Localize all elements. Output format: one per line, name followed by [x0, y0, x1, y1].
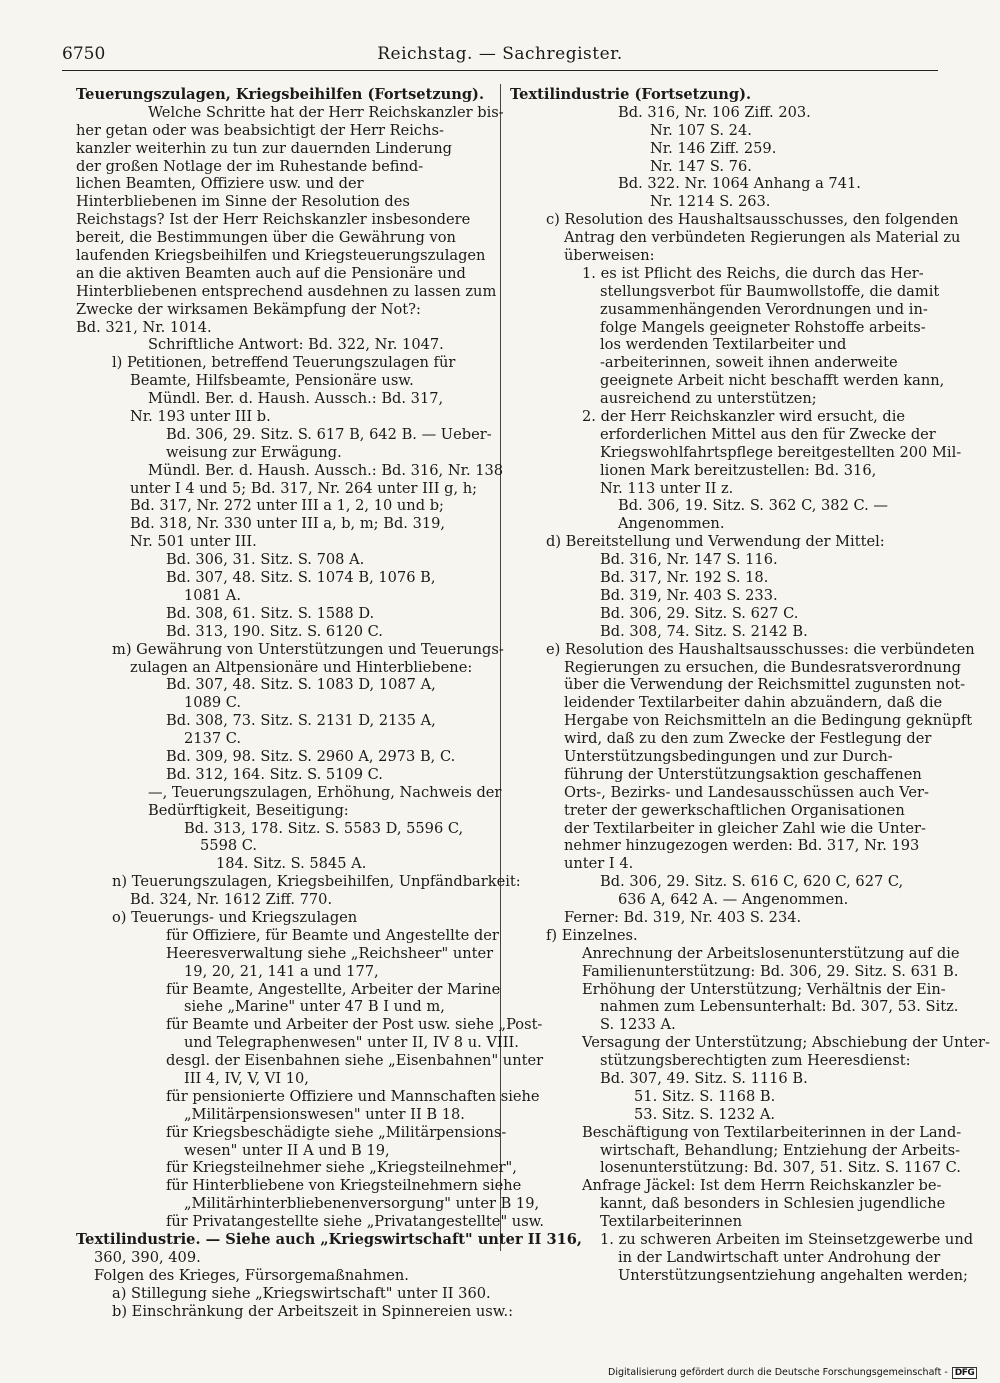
text-line: über die Verwendung der Reichsmittel zugunsten not- [564, 676, 966, 694]
text-line: Ferner: Bd. 319, Nr. 403 S. 234. [564, 908, 802, 926]
text-line: -arbeiterinnen, soweit ihnen anderweite [600, 354, 898, 372]
text-line: siehe „Marine" unter 47 B I und m, [184, 998, 445, 1016]
text-line: ausreichend zu unterstützen; [600, 390, 817, 408]
text-line: wirtschaft, Behandlung; Entziehung der Arbeits- [600, 1141, 960, 1159]
text-line: Nr. 501 unter III. [130, 533, 257, 551]
text-line: für Offiziere, für Beamte und Angestellte der [166, 926, 499, 944]
text-line: Unterstützungsentziehung angehalten werden; [618, 1266, 968, 1284]
text-line: Mündl. Ber. d. Haush. Aussch.: Bd. 317, [148, 390, 444, 408]
text-line: Bd. 308, 61. Sitz. S. 1588 D. [166, 604, 375, 622]
text-line: für Kriegsbeschädigte siehe „Militärpensions- [166, 1123, 507, 1141]
text-line: m) Gewährung von Unterstützungen und Teuerungs- [112, 640, 504, 658]
text-line: treter der gewerkschaftlichen Organisationen [564, 801, 905, 819]
text-line: Bd. 321, Nr. 1014. [76, 318, 212, 336]
text-line: b) Einschränkung der Arbeitszeit in Spinnereien usw.: [112, 1302, 514, 1320]
footer-credit [608, 1367, 977, 1379]
text-line: Anfrage Jäckel: Ist dem Herrn Reichskanzler be- [582, 1177, 942, 1195]
text-line: Nr. 107 S. 24. [650, 121, 752, 139]
text-line: Regierungen zu ersuchen, die Bundesratsverordnung [564, 658, 961, 676]
text-line: Beamte, Hilfsbeamte, Pensionäre usw. [130, 372, 414, 390]
text-line: Nr. 146 Ziff. 259. [650, 139, 777, 157]
text-line: 1. es ist Pflicht des Reichs, die durch das Her- [582, 264, 924, 282]
text-line: desgl. der Eisenbahnen siehe „Eisenbahnen" unter [166, 1052, 544, 1070]
text-line: Bd. 306, 29. Sitz. S. 616 C, 620 C, 627 C, [600, 873, 904, 891]
text-line: 360, 390, 409. [94, 1248, 201, 1266]
text-line: Antrag den verbündeten Regierungen als Material zu [564, 229, 961, 247]
text-line: Zwecke der wirksamen Bekämpfung der Not?: [76, 300, 421, 318]
text-line: los werdenden Textilarbeiter und [600, 336, 847, 354]
text-line: Bd. 306, 29. Sitz. S. 617 B, 642 B. — Ueber- [166, 425, 492, 443]
text-line: und Telegraphenwesen" unter II, IV 8 u. VIII. [184, 1034, 519, 1052]
text-line: Bd. 308, 74. Sitz. S. 2142 B. [600, 622, 808, 640]
text-line: Bd. 307, 49. Sitz. S. 1116 B. [600, 1069, 808, 1087]
text-line: nehmer hinzugezogen werden: Bd. 317, Nr. 193 [564, 837, 920, 855]
text-line: leidender Textilarbeiter dahin abzuändern, daß die [564, 694, 943, 712]
text-line: d) Bereitstellung und Verwendung der Mittel: [546, 533, 885, 551]
text-line: 2137 C. [184, 730, 242, 748]
text-line: 53. Sitz. S. 1232 A. [634, 1105, 776, 1123]
text-line: 1081 A. [184, 586, 241, 604]
text-line: 1. zu schweren Arbeiten im Steinsetzgewerbe und [600, 1231, 974, 1248]
text-line: überweisen: [564, 247, 655, 265]
text-line: her getan oder was beabsichtigt der Herr Reichs- [76, 121, 444, 139]
text-line: Nr. 147 S. 76. [650, 157, 752, 175]
text-line: führung der Unterstützungsaktion geschaffenen [564, 765, 922, 783]
dfg-logo: DFG [952, 1367, 978, 1379]
text-line: Bd. 324, Nr. 1612 Ziff. 770. [130, 891, 333, 909]
text-line: der großen Notlage der im Ruhestande befind- [76, 157, 424, 175]
text-line: losenunterstützung: Bd. 307, 51. Sitz. S. 1167 C. [600, 1159, 961, 1177]
text-line: lionen Mark bereitzustellen: Bd. 316, [600, 461, 877, 479]
text-line: e) Resolution des Haushaltsausschusses: die verbündeten [546, 640, 975, 658]
text-line: unter I 4. [564, 855, 634, 873]
text-line: Textilarbeiterinnen [600, 1213, 742, 1231]
text-line: Beschäftigung von Textilarbeiterinnen in der Land- [582, 1123, 962, 1141]
text-line: Bd. 313, 190. Sitz. S. 6120 C. [166, 622, 383, 640]
text-line: „Militärpensionswesen" unter II B 18. [184, 1105, 465, 1123]
text-line: Bd. 319, Nr. 403 S. 233. [600, 586, 778, 604]
text-line: Bd. 316, Nr. 106 Ziff. 203. [618, 103, 811, 121]
text-line: bereit, die Bestimmungen über die Gewährung von [76, 229, 456, 247]
text-line: laufenden Kriegsbeihilfen und Kriegsteuerungszulagen [76, 247, 486, 265]
text-line: weisung zur Erwägung. [166, 443, 342, 461]
text-line: Unterstützungsbedingungen und zur Durch- [564, 747, 893, 765]
text-line: kanzler weiterhin zu tun zur dauernden Linderung [76, 139, 452, 157]
text-line: Erhöhung der Unterstützung; Verhältnis der Ein- [582, 980, 946, 998]
text-line: Nr. 1214 S. 263. [650, 193, 771, 211]
text-line: 51. Sitz. S. 1168 B. [634, 1087, 776, 1105]
text-line: zusammenhängenden Verordnungen und in- [600, 300, 928, 318]
text-line: Bd. 307, 48. Sitz. S. 1074 B, 1076 B, [166, 569, 436, 587]
text-line: Nr. 113 unter II z. [600, 479, 734, 497]
text-line: 19, 20, 21, 141 a und 177, [184, 962, 379, 980]
text-line: Textilindustrie. — Siehe auch „Kriegswirtschaft" unter II 316, [76, 1231, 582, 1248]
text-line: Welche Schritte hat der Herr Reichskanzler bis- [148, 103, 504, 121]
left-column [76, 86, 582, 1320]
text-line: III 4, IV, V, VI 10, [184, 1069, 309, 1087]
text-line: Heeresverwaltung siehe „Reichsheer" unter [166, 944, 494, 962]
text-line: Bd. 316, Nr. 147 S. 116. [600, 551, 778, 569]
text-line: l) Petitionen, betreffend Teuerungszulagen für [112, 354, 456, 372]
text-line: für Hinterbliebene von Kriegsteilnehmern siehe [166, 1177, 522, 1195]
text-line: Bedürftigkeit, Beseitigung: [148, 801, 349, 819]
text-line: „Militärhinterbliebenenversorgung" unter B 19, [184, 1195, 540, 1213]
text-line: Orts-, Bezirks- und Landesausschüssen auch Ver- [564, 783, 929, 801]
text-line: lichen Beamten, Offiziere usw. und der [76, 175, 364, 193]
text-line: Bd. 309, 98. Sitz. S. 2960 A, 2973 B, C. [166, 747, 456, 765]
page-header [62, 44, 938, 68]
text-line: Bd. 306, 19. Sitz. S. 362 C, 382 C. — [618, 497, 889, 515]
text-line: kannt, daß besonders in Schlesien jugendliche [600, 1195, 946, 1213]
text-line: für Beamte, Angestellte, Arbeiter der Marine [166, 980, 501, 998]
text-line: 1089 C. [184, 694, 242, 712]
column-divider [500, 84, 501, 1251]
text-line: Bd. 322. Nr. 1064 Anhang a 741. [618, 175, 861, 193]
text-line: folge Mangels geeigneter Rohstoffe arbeits- [600, 318, 926, 336]
text-line: Bd. 308, 73. Sitz. S. 2131 D, 2135 A, [166, 712, 436, 730]
text-line: geeignete Arbeit nicht beschafft werden kann, [600, 372, 945, 390]
text-line: Nr. 193 unter III b. [130, 408, 271, 426]
text-line: Kriegswohlfahrtspflege bereitgestellten 200 Mil- [600, 443, 962, 461]
text-line: a) Stillegung siehe „Kriegswirtschaft" unter II 360. [112, 1284, 491, 1302]
page-title: Reichstag. — Sachregister. [377, 44, 623, 64]
text-line: Textilindustrie (Fortsetzung). [510, 86, 752, 103]
text-line: der Textilarbeiter in gleicher Zahl wie die Unter- [564, 819, 926, 837]
text-line: unter I 4 und 5; Bd. 317, Nr. 264 unter III g, h; [130, 479, 478, 497]
text-line: Hinterbliebenen im Sinne der Resolution des [76, 193, 410, 211]
text-line: Bd. 317, Nr. 272 unter III a 1, 2, 10 und b; [130, 497, 444, 515]
text-line: wird, daß zu den zum Zwecke der Festlegung der [564, 730, 932, 748]
footer-text: Digitalisierung gefördert durch die Deutsche Forschungsgemeinschaft - [608, 1367, 948, 1378]
text-line: Versagung der Unterstützung; Abschiebung der Unter- [582, 1034, 990, 1052]
text-line: in der Landwirtschaft unter Androhung der [618, 1248, 941, 1266]
text-line: Schriftliche Antwort: Bd. 322, Nr. 1047. [148, 336, 444, 354]
text-line: Bd. 307, 48. Sitz. S. 1083 D, 1087 A, [166, 676, 436, 694]
text-line: Reichstags? Ist der Herr Reichskanzler insbesondere [76, 211, 471, 229]
text-line: Bd. 306, 29. Sitz. S. 627 C. [600, 604, 799, 622]
text-line: Mündl. Ber. d. Haush. Aussch.: Bd. 316, Nr. 138 [148, 461, 504, 479]
text-line: 5598 C. [200, 837, 258, 855]
text-line: Teuerungszulagen, Kriegsbeihilfen (Fortsetzung). [76, 86, 485, 103]
right-column [510, 86, 990, 1285]
text-line: Anrechnung der Arbeitslosenunterstützung auf die [582, 944, 960, 962]
text-line: Hergabe von Reichsmitteln an die Bedingung geknüpft [564, 712, 973, 730]
text-line: o) Teuerungs- und Kriegszulagen [112, 908, 358, 926]
text-line: 636 A, 642 A. — Angenommen. [618, 891, 849, 909]
text-line: erforderlichen Mittel aus den für Zwecke der [600, 425, 936, 443]
text-line: Bd. 312, 164. Sitz. S. 5109 C. [166, 765, 383, 783]
text-line: Angenommen. [618, 515, 725, 533]
text-line: 2. der Herr Reichskanzler wird ersucht, die [582, 408, 905, 426]
text-line: an die aktiven Beamten auch auf die Pensionäre und [76, 264, 466, 282]
text-line: Bd. 313, 178. Sitz. S. 5583 D, 5596 C, [184, 819, 464, 837]
text-line: n) Teuerungszulagen, Kriegsbeihilfen, Unpfändbarkeit: [112, 873, 521, 891]
text-line: Folgen des Krieges, Fürsorgemaßnahmen. [94, 1266, 409, 1284]
text-line: Hinterbliebenen entsprechend ausdehnen zu lassen zum [76, 282, 497, 300]
text-line: Familienunterstützung: Bd. 306, 29. Sitz. S. 631 B. [582, 962, 959, 980]
text-line: Bd. 318, Nr. 330 unter III a, b, m; Bd. 319, [130, 515, 446, 533]
text-line: S. 1233 A. [600, 1016, 676, 1034]
text-line: für Privatangestellte siehe „Privatangestellte" usw. [166, 1213, 545, 1231]
text-line: nahmen zum Lebensunterhalt: Bd. 307, 53. Sitz. [600, 998, 959, 1016]
text-line: f) Einzelnes. [546, 926, 638, 944]
text-line: stützungsberechtigten zum Heeresdienst: [600, 1052, 911, 1070]
text-line: für Beamte und Arbeiter der Post usw. siehe „Post- [166, 1016, 543, 1034]
text-line: für Kriegsteilnehmer siehe „Kriegsteilnehmer", [166, 1159, 517, 1177]
text-line: Bd. 317, Nr. 192 S. 18. [600, 569, 769, 587]
header-rule [62, 70, 938, 71]
page-number: 6750 [62, 44, 106, 64]
text-line: 184. Sitz. S. 5845 A. [216, 855, 367, 873]
text-line: stellungsverbot für Baumwollstoffe, die damit [600, 282, 940, 300]
text-line: für pensionierte Offiziere und Mannschaften siehe [166, 1087, 540, 1105]
text-line: zulagen an Altpensionäre und Hinterbliebene: [130, 658, 473, 676]
text-line: —, Teuerungszulagen, Erhöhung, Nachweis der [148, 783, 502, 801]
text-line: c) Resolution des Haushaltsausschusses, den folgenden [546, 211, 959, 229]
text-line: Bd. 306, 31. Sitz. S. 708 A. [166, 551, 365, 569]
text-line: wesen" unter II A und B 19, [184, 1141, 390, 1159]
